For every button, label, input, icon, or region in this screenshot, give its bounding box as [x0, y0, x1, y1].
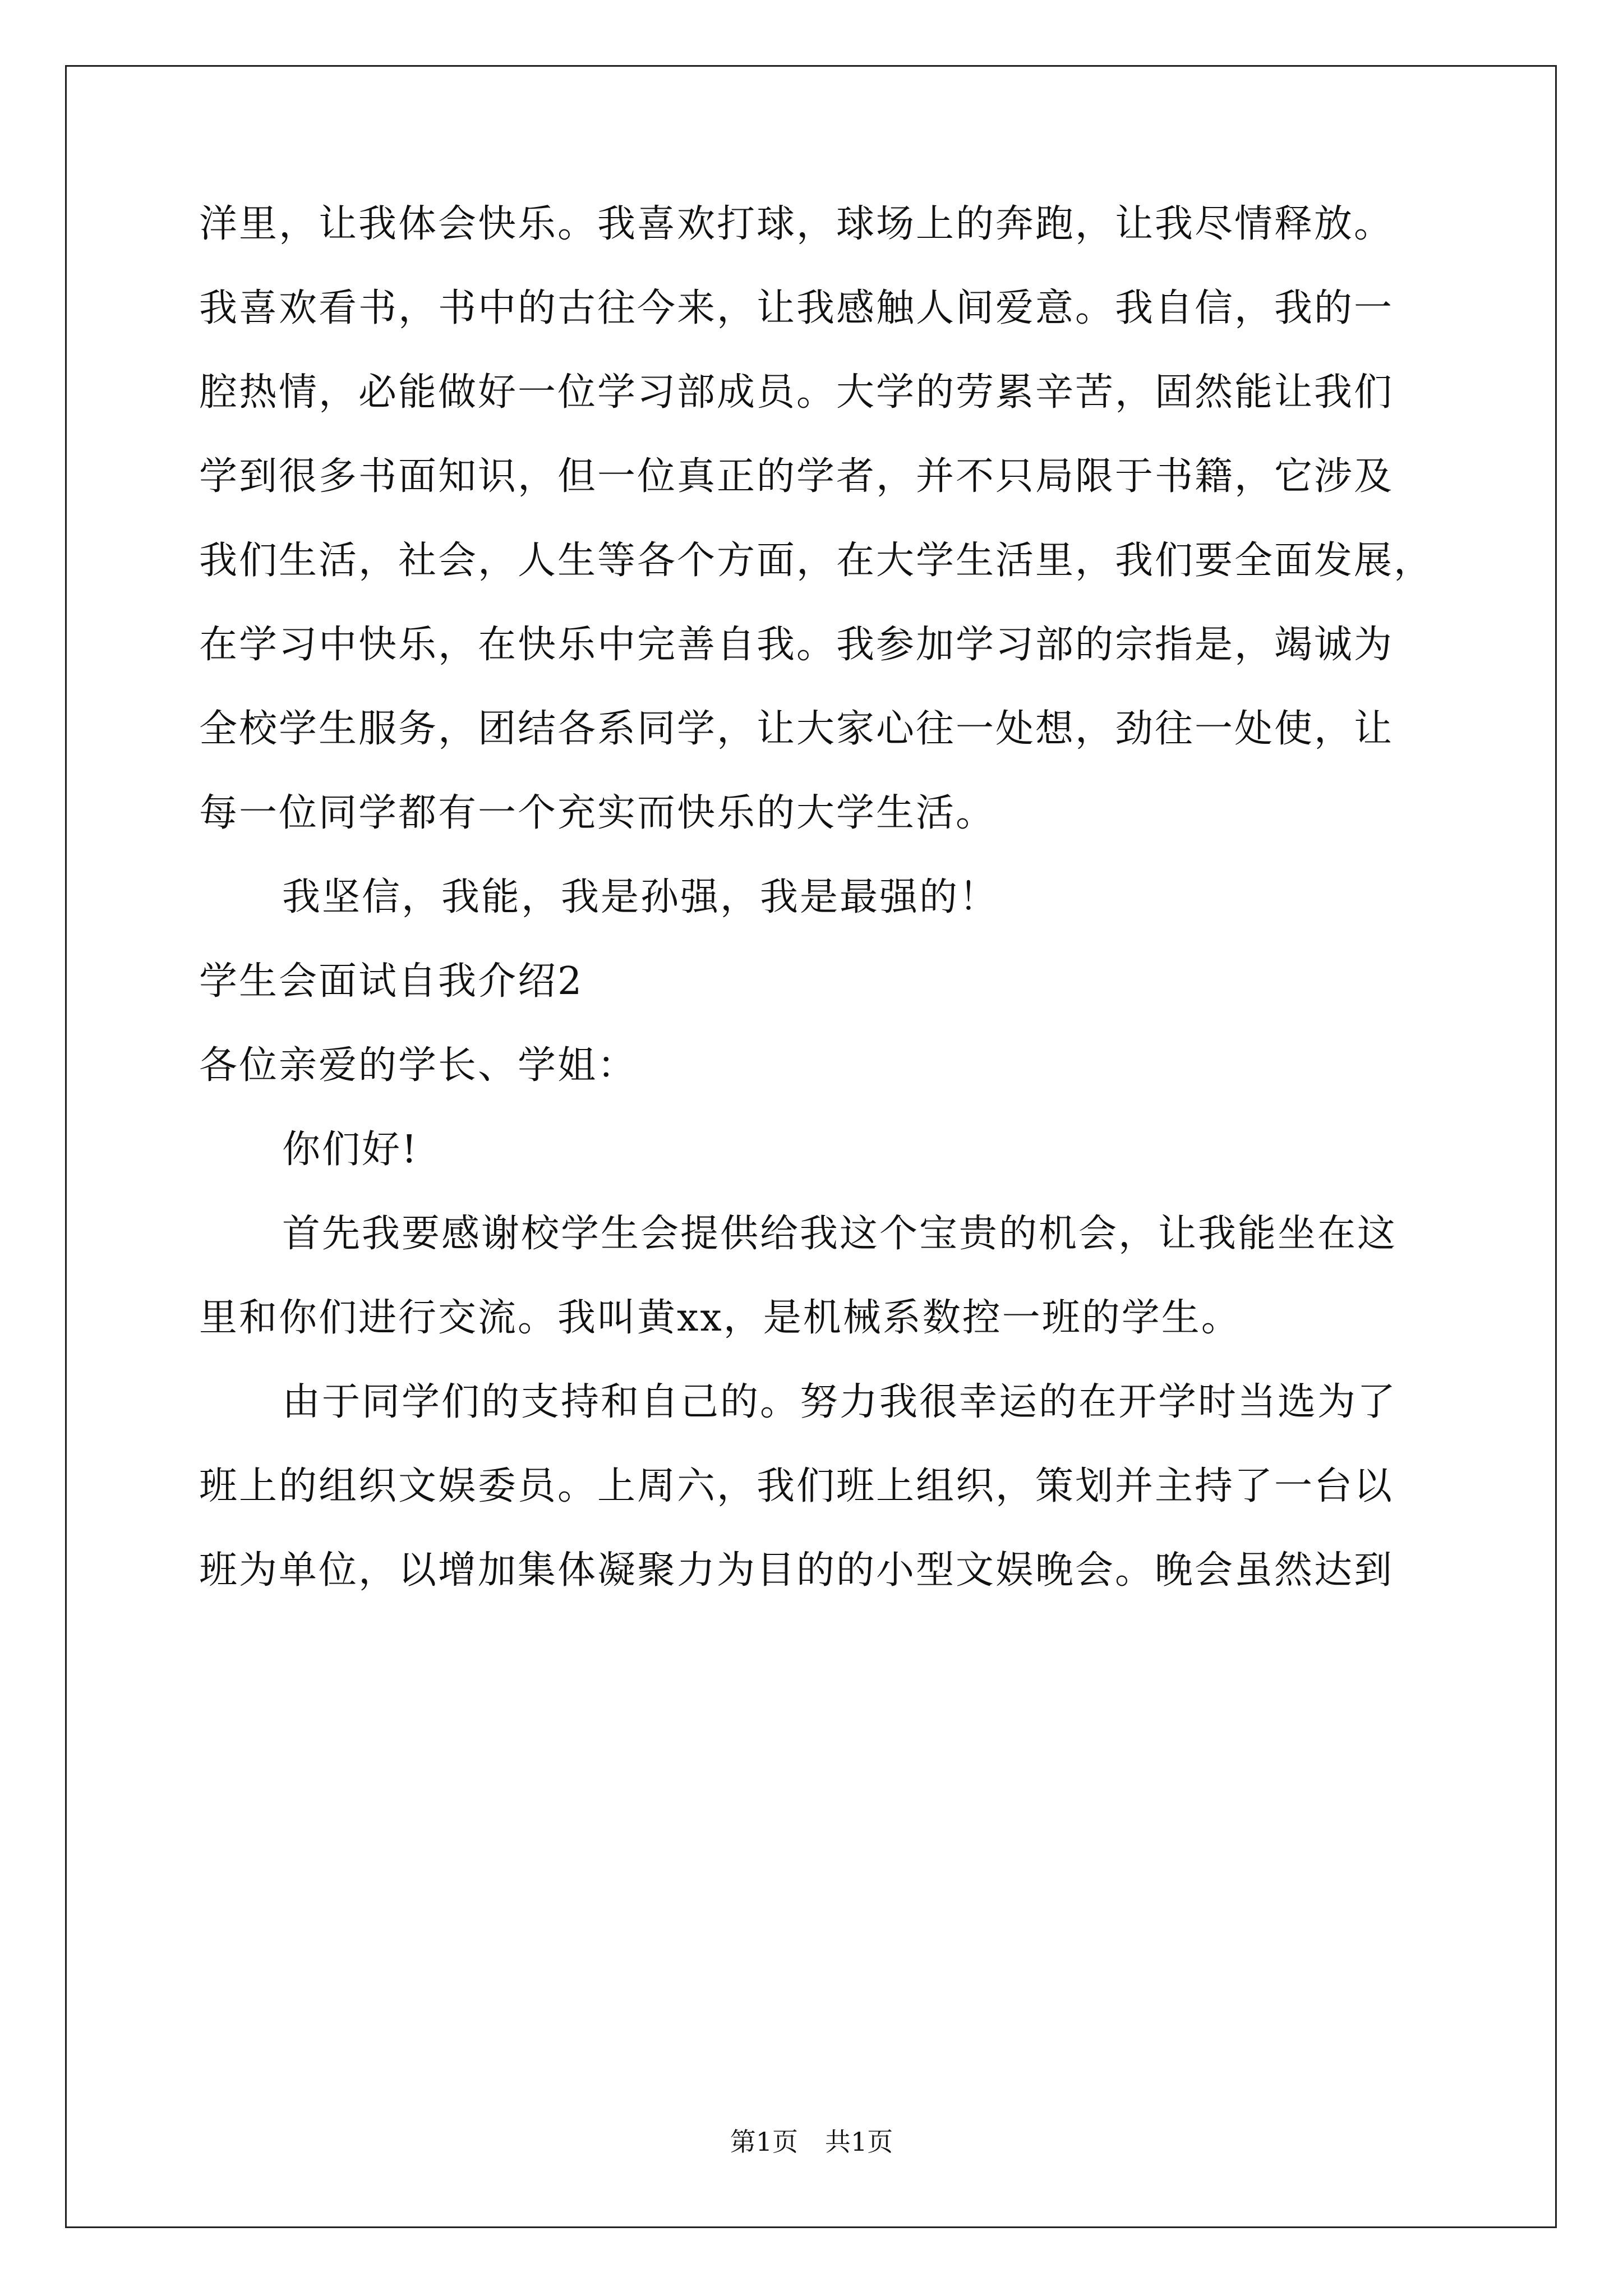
- page-footer: [0, 2126, 1623, 2157]
- text-line: 学到很多书面知识，但一位真正的学者，并不只局限于书籍，它涉及: [199, 454, 1394, 499]
- page-total: 共1页: [825, 2127, 893, 2157]
- text-line: 每一位同学都有一个充实而快乐的大学生活。: [199, 791, 996, 835]
- text-line: 洋里，让我体会快乐。我喜欢打球，球场上的奔跑，让我尽情释放。: [199, 202, 1394, 246]
- text-line: 里和你们进行交流。我叫黄xx，是机械系数控一班的学生。: [199, 1296, 1241, 1340]
- text-line: 腔热情，必能做好一位学习部成员。大学的劳累辛苦，固然能让我们: [199, 370, 1394, 415]
- salutation: 各位亲爱的学长、学姐：: [199, 1043, 638, 1088]
- text-line: 我坚信，我能，我是孙强，我是最强的！: [282, 875, 999, 919]
- text-line: 我们生活，社会，人生等各个方面，在大学生活里，我们要全面发展，: [199, 539, 1434, 583]
- text-line: 我喜欢看书，书中的古往今来，让我感触人间爱意。我自信，我的一: [199, 286, 1394, 330]
- text-line: 全校学生服务，团结各系同学，让大家心往一处想，劲往一处使，让: [199, 707, 1394, 751]
- section-heading: 学生会面试自我介绍2: [199, 959, 584, 1004]
- text-line: 由于同学们的支持和自己的。努力我很幸运的在开学时当选为了: [282, 1380, 1398, 1424]
- text-line: 班上的组织文娱委员。上周六，我们班上组织，策划并主持了一台以: [199, 1464, 1394, 1508]
- greeting: 你们好!: [282, 1128, 419, 1172]
- text-line: 班为单位，以增加集体凝聚力为目的的小型文娱晚会。晚会虽然达到: [199, 1548, 1394, 1593]
- page-number: 第1页: [730, 2127, 798, 2157]
- text-line: 在学习中快乐，在快乐中完善自我。我参加学习部的宗指是，竭诚为: [199, 623, 1394, 667]
- text-line: 首先我要感谢校学生会提供给我这个宝贵的机会，让我能坐在这: [282, 1212, 1398, 1256]
